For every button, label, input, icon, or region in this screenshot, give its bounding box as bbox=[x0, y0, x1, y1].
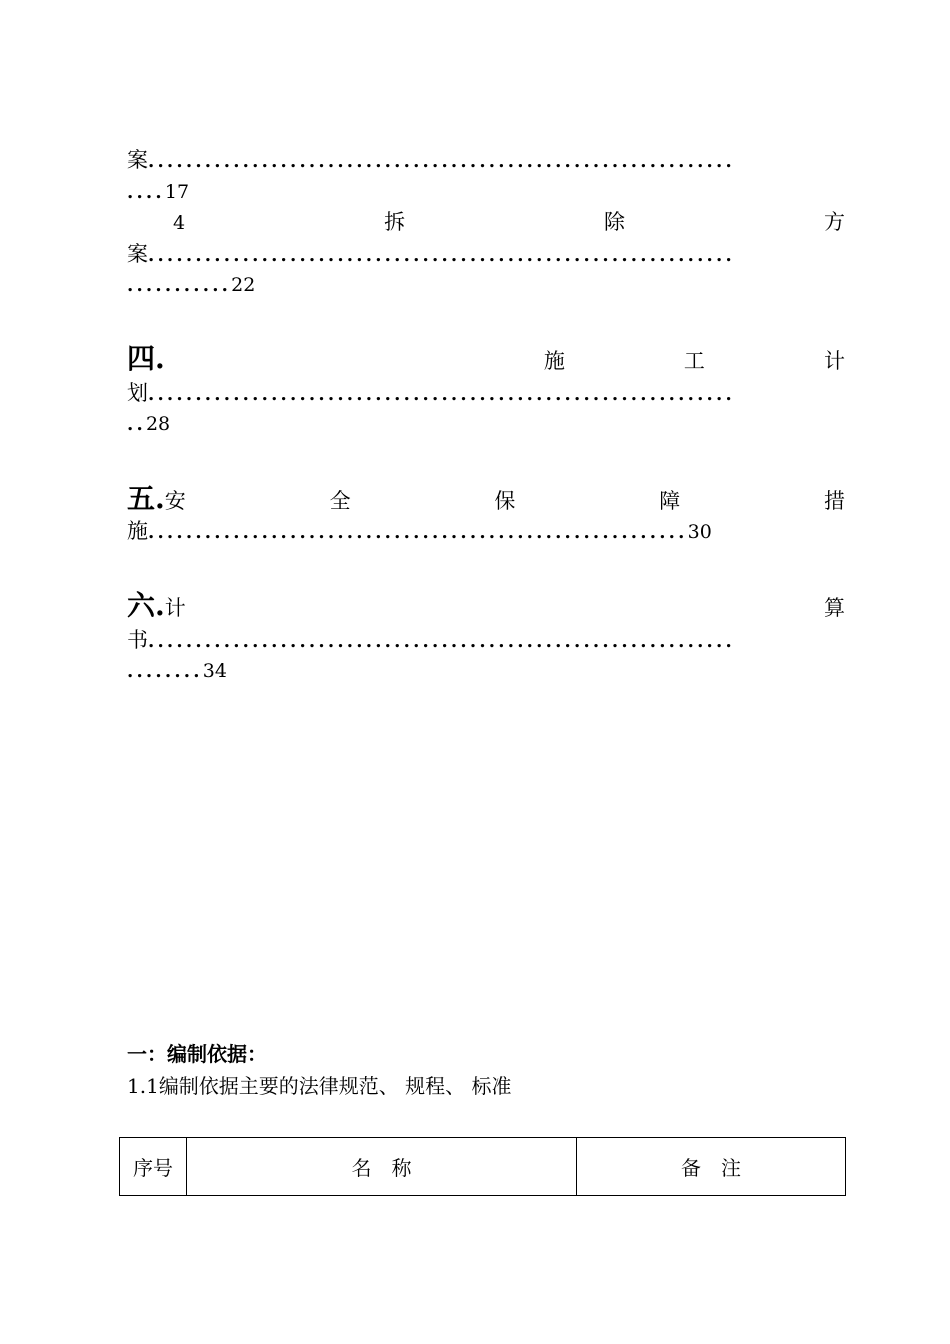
toc-text: 书 bbox=[127, 628, 148, 652]
toc-page-number: 28 bbox=[145, 413, 171, 435]
toc-line bbox=[127, 408, 845, 440]
toc-text: 案 bbox=[127, 148, 148, 172]
header-remarks: 备 注 bbox=[577, 1138, 846, 1196]
toc-title-char: 算 bbox=[824, 596, 845, 620]
header-name: 名 称 bbox=[187, 1138, 577, 1196]
toc-title-char: 措 bbox=[824, 489, 845, 513]
table-header-row bbox=[120, 1138, 846, 1196]
toc-title-char: 计 bbox=[823, 349, 845, 373]
toc-dots: .............................................................. bbox=[148, 151, 735, 172]
toc-text: 案 bbox=[127, 242, 148, 266]
toc-text: 划 bbox=[127, 381, 148, 405]
toc-title-char: 拆 bbox=[384, 210, 406, 234]
toc-section-number: 五. bbox=[127, 482, 165, 515]
toc-title-char: 4 bbox=[173, 212, 186, 234]
toc-line bbox=[127, 176, 845, 208]
toc-title-char: 全 bbox=[329, 489, 351, 513]
toc-entry-title bbox=[127, 482, 845, 516]
toc-line bbox=[127, 378, 845, 410]
header-serial: 序号 bbox=[120, 1138, 187, 1196]
toc-dots: ......................................................... bbox=[148, 522, 688, 543]
toc-line bbox=[127, 239, 845, 271]
toc-dots: ........... bbox=[127, 275, 232, 296]
toc-page-number: 22 bbox=[231, 274, 256, 296]
toc-section-number: 六. bbox=[127, 589, 165, 622]
toc-title-char: 工 bbox=[683, 349, 705, 373]
section-heading: 一：编制依据： bbox=[127, 1042, 267, 1066]
toc-section-number: 四. bbox=[127, 342, 165, 375]
toc-dots: .. bbox=[127, 414, 146, 435]
toc-line bbox=[127, 655, 845, 687]
toc-dots: .............................................................. bbox=[148, 631, 735, 652]
basis-table bbox=[119, 1137, 846, 1196]
toc-line bbox=[127, 145, 845, 177]
toc-title-char: 除 bbox=[604, 210, 626, 234]
toc-page-number: 34 bbox=[202, 660, 227, 682]
toc-dots: ........ bbox=[127, 661, 203, 682]
toc-dots: .... bbox=[127, 182, 165, 203]
toc-line bbox=[127, 516, 845, 548]
toc-dots: .............................................................. bbox=[148, 245, 735, 266]
toc-dots: .............................................................. bbox=[148, 384, 735, 405]
subsection-number: 1.1 bbox=[127, 1074, 159, 1098]
toc-page-number: 17 bbox=[164, 181, 190, 203]
toc-entry-title bbox=[127, 589, 845, 623]
toc-title-char: 施 bbox=[543, 349, 565, 373]
toc-line bbox=[127, 625, 845, 657]
toc-text: 施 bbox=[127, 519, 148, 543]
toc-line bbox=[127, 269, 845, 301]
toc-entry-title bbox=[127, 207, 845, 238]
subsection-text: 编制依据主要的法律规范、 规程、 标准 bbox=[158, 1074, 512, 1098]
toc-title-char: 保 bbox=[494, 489, 516, 513]
toc-title-char: 安 bbox=[164, 489, 186, 513]
subsection-title bbox=[127, 1070, 512, 1099]
toc-title-char: 障 bbox=[659, 489, 681, 513]
toc-entry-title bbox=[127, 342, 845, 376]
toc-title-char: 计 bbox=[164, 596, 186, 620]
toc-title-char: 方 bbox=[824, 210, 845, 234]
toc-page-number: 30 bbox=[687, 521, 712, 543]
